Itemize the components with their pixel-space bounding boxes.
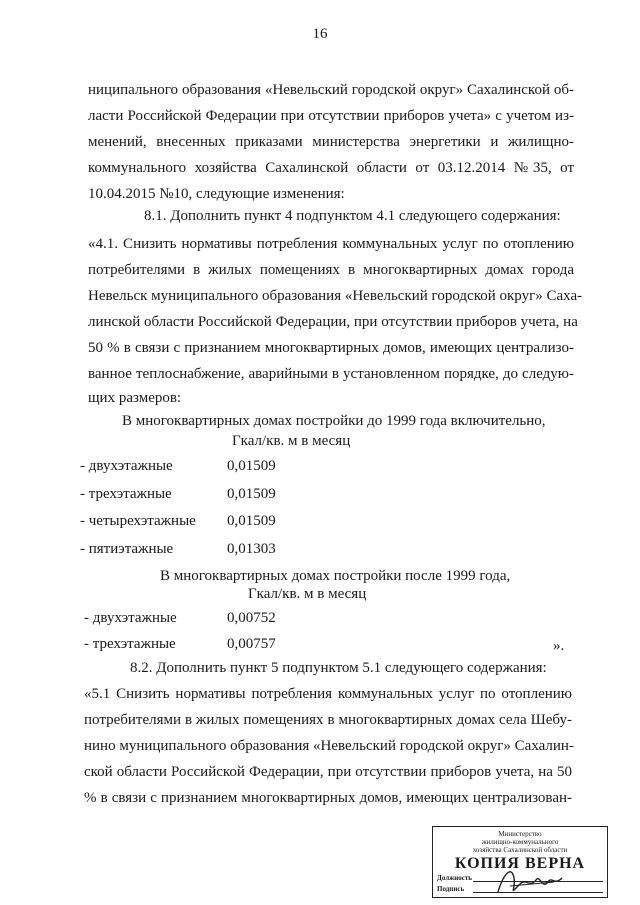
item-8-1-line: щих размеров: bbox=[88, 390, 182, 406]
item-8-1-line: Невельск муниципального образования «Невельский городской округ» Саха- bbox=[88, 288, 583, 304]
table1-row-value: 0,01303 bbox=[227, 541, 276, 557]
stamp-position-label: Должность bbox=[437, 874, 473, 882]
item-8-2-heading: 8.2. Дополнить пункт 5 подпунктом 5.1 следующего содержания: bbox=[130, 660, 547, 676]
item-8-1-line: линской области Российской Федерации, при отсутствии приборов учета, на bbox=[88, 314, 578, 330]
intro-line: ниципального образования «Невельский городской округ» Сахалинской об- bbox=[88, 82, 574, 98]
item-8-1-line: потребителями в жилых помещениях в многоквартирных домах города bbox=[88, 262, 574, 278]
item-8-2-line: ской области Российской Федерации, при отсутствии приборов учета, на 50 bbox=[84, 764, 572, 780]
item-8-1-line: «4.1. Снизить нормативы потребления коммунальных услуг по отоплению bbox=[88, 236, 574, 252]
page-number: 16 bbox=[312, 26, 328, 42]
table1-row-value: 0,01509 bbox=[227, 513, 276, 529]
item-8-2-line: % в связи с признанием многоквартирных домов, имеющих централизован- bbox=[84, 790, 572, 806]
intro-line: менений, внесенных приказами министерства энергетики и жилищно- bbox=[88, 134, 574, 150]
table1-caption: В многоквартирных домах постройки до 1999 года включительно, bbox=[122, 413, 546, 429]
table1-unit: Гкал/кв. м в месяц bbox=[232, 433, 351, 449]
table2-row-label: - двухэтажные bbox=[84, 610, 177, 626]
intro-line: ласти Российской Федерации при отсутствии приборов учета» с учетом из- bbox=[88, 108, 574, 124]
table2-row-value: 0,00752 bbox=[227, 610, 276, 626]
table1-row-value: 0,01509 bbox=[227, 458, 276, 474]
table1-row-value: 0,01509 bbox=[227, 486, 276, 502]
item-8-1-line: ванное теплоснабжение, аварийными в установленном порядке, до следую- bbox=[88, 366, 574, 382]
table1-row-label: - двухэтажные bbox=[80, 458, 173, 474]
stamp-line: жилищно-коммунального bbox=[481, 838, 559, 846]
item-8-1-line: 50 % в связи с признанием многоквартирных домов, имеющих централизо- bbox=[88, 340, 574, 356]
intro-line: 10.04.2015 №10, следующие изменения: bbox=[88, 186, 345, 202]
table2-unit: Гкал/кв. м в месяц bbox=[248, 586, 367, 602]
table2-caption: В многоквартирных домах постройки после 1999 года, bbox=[160, 568, 511, 584]
stamp-line: хозяйства Сахалинской области bbox=[472, 846, 568, 854]
item-8-1-heading: 8.1. Дополнить пункт 4 подпунктом 4.1 следующего содержания: bbox=[144, 208, 561, 224]
handwritten-signature bbox=[490, 862, 570, 902]
table1-row-label: - трехэтажные bbox=[80, 486, 172, 502]
table2-row-label: - трехэтажные bbox=[84, 636, 176, 652]
table1-row-label: - четырехэтажные bbox=[80, 513, 196, 529]
stamp-title: КОПИЯ ВЕРНА bbox=[454, 855, 586, 872]
item-8-2-line: нино муниципального образования «Невельский городской округ» Сахалин- bbox=[84, 738, 574, 754]
item-8-2-line: «5.1 Снизить нормативы потребления коммунальных услуг по отоплению bbox=[84, 686, 572, 702]
stamp-line: Министерство bbox=[498, 830, 542, 838]
intro-line: коммунального хозяйства Сахалинской области от 03.12.2014 №35, от bbox=[88, 160, 574, 176]
table1-row-label: - пятиэтажные bbox=[80, 541, 174, 557]
closing-quote: ». bbox=[553, 638, 565, 654]
item-8-2-line: потребителями в жилых помещениях в многоквартирных домах села Шебу- bbox=[84, 712, 572, 728]
stamp-signature-label: Подпись bbox=[437, 885, 465, 893]
table2-row-value: 0,00757 bbox=[227, 636, 276, 652]
